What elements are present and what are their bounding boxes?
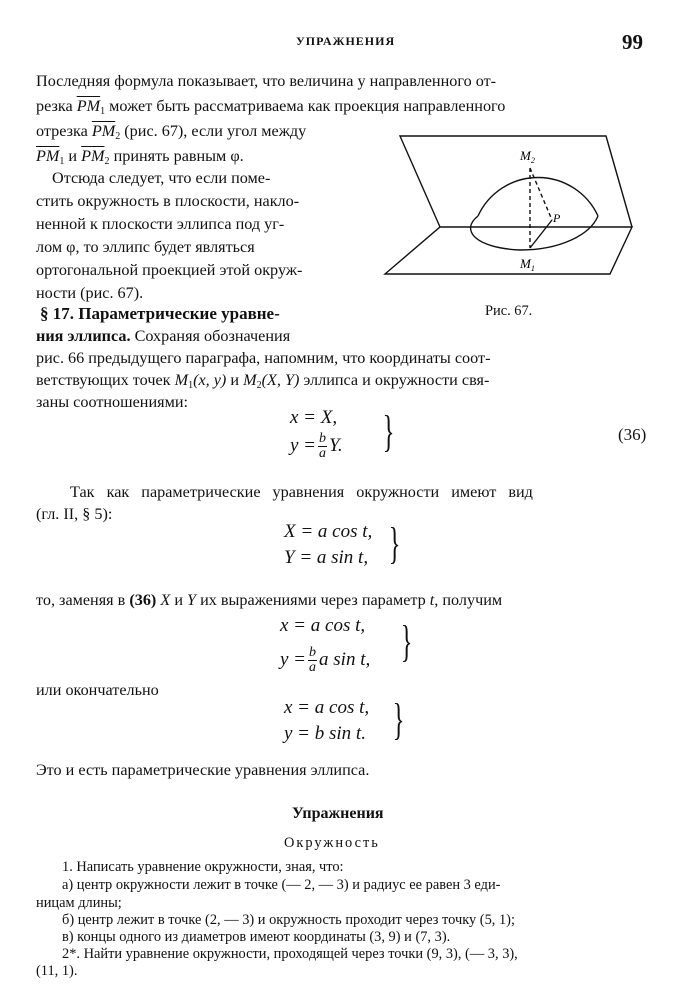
ellipse-half [471, 216, 598, 250]
exercise-item: б) центр лежит в точке (2, — 3) и окружность проходит через точку (5, 1); [62, 912, 515, 928]
text-line: заны соотношениями: [36, 393, 188, 411]
exercise-item: (11, 1). [36, 963, 78, 979]
equation-sub-row2: y = $\frac{b}{a}$ a sin t, [280, 645, 371, 675]
equation-final-row2: y = b sin t. [284, 723, 366, 744]
equation-36-row1: x = X, [290, 407, 338, 428]
ellipse-plane [385, 227, 632, 274]
exercises-heading: Упражнения [292, 805, 384, 822]
brace: } [388, 519, 401, 568]
text-line: ветствующих точек $M_1(x$, y) и $M_2(X$, Y) эллипса и окружности свя- [36, 371, 490, 391]
label-m1: $M_1$ [520, 256, 535, 273]
text-line: лом φ, то эллипс будет являться [36, 238, 255, 256]
section-title: § 17. Параметрические уравне- [40, 304, 280, 323]
figure-67 [380, 130, 670, 290]
text-line: ности (рис. 67). [36, 284, 144, 302]
text-line: отрезка $\overline{PM}_2$ (рис. 67), если угол между [36, 122, 307, 142]
semicircle [478, 177, 598, 216]
equation-circle-row2: Y = a sin t, [284, 547, 369, 568]
text-line: или окончательно [36, 681, 159, 699]
text-line: Это и есть параметрические уравнения эллипса. [36, 761, 370, 779]
text-line: то, заменяя в (36) X и Y их выражениями через параметр t, получим [36, 591, 503, 609]
exercise-item: в) концы одного из диаметров имеют координаты (3, 9) и (7, 3). [62, 929, 451, 945]
text-line: рис. 66 предыдущего параграфа, напомним, что координаты соот- [36, 349, 491, 367]
exercise-item: ницам длины; [36, 895, 122, 911]
exercise-item: 2*. Найти уравнение окружности, проходящей через точки (9, 3), (— 3, 3), [62, 946, 518, 962]
exercises-subheading: Окружность [284, 835, 380, 851]
equation-number: (36) [618, 425, 647, 444]
text-line: Отсюда следует, что если поме- [52, 169, 271, 187]
text-line: ния эллипса. Сохраняя обозначения [36, 327, 291, 345]
brace: } [400, 617, 413, 666]
label-m2: $M_2$ [520, 148, 535, 165]
segment-pm2: $\overline{PM}$ [91, 122, 116, 140]
text-line: Так как параметрические уравнения окружности имеют вид [70, 483, 533, 501]
text-line: (гл. II, § 5): [36, 505, 113, 523]
equation-final-row1: x = a cos t, [284, 697, 370, 718]
segment-pm1: $\overline{PM}$ [76, 97, 101, 115]
exercise-item: 1. Написать уравнение окружности, зная, что: [62, 859, 344, 875]
exercise-item: а) центр окружности лежит в точке (— 2, — 3) и радиус ее равен 3 еди- [62, 877, 501, 893]
text-line: Последняя формула показывает, что величина y направленного от- [36, 72, 497, 90]
label-p: P [553, 211, 561, 225]
brace: } [392, 695, 405, 744]
equation-circle-row1: X = a cos t, [284, 521, 373, 542]
running-title: УПРАЖНЕНИЯ [296, 34, 396, 48]
equation-sub-row1: x = a cos t, [280, 615, 366, 636]
text-line: ненной к плоскости эллипса под уг- [36, 215, 285, 233]
brace: } [382, 407, 395, 456]
text-line: резка $\overline{PM}_1$ может быть рассматриваема как проекция направленного [36, 97, 506, 117]
text-line: $\overline{PM}_1$ и $\overline{PM}_2$ принять равным φ. [36, 147, 244, 167]
page-number: 99 [622, 30, 643, 54]
equation-36-row2: y = $\frac{b}{a}$ Y. [290, 431, 343, 461]
figure-caption: Рис. 67. [485, 303, 533, 319]
text-line: стить окружность в плоскости, накло- [36, 192, 300, 210]
text-line: ортогональной проекцией этой окруж- [36, 261, 303, 279]
